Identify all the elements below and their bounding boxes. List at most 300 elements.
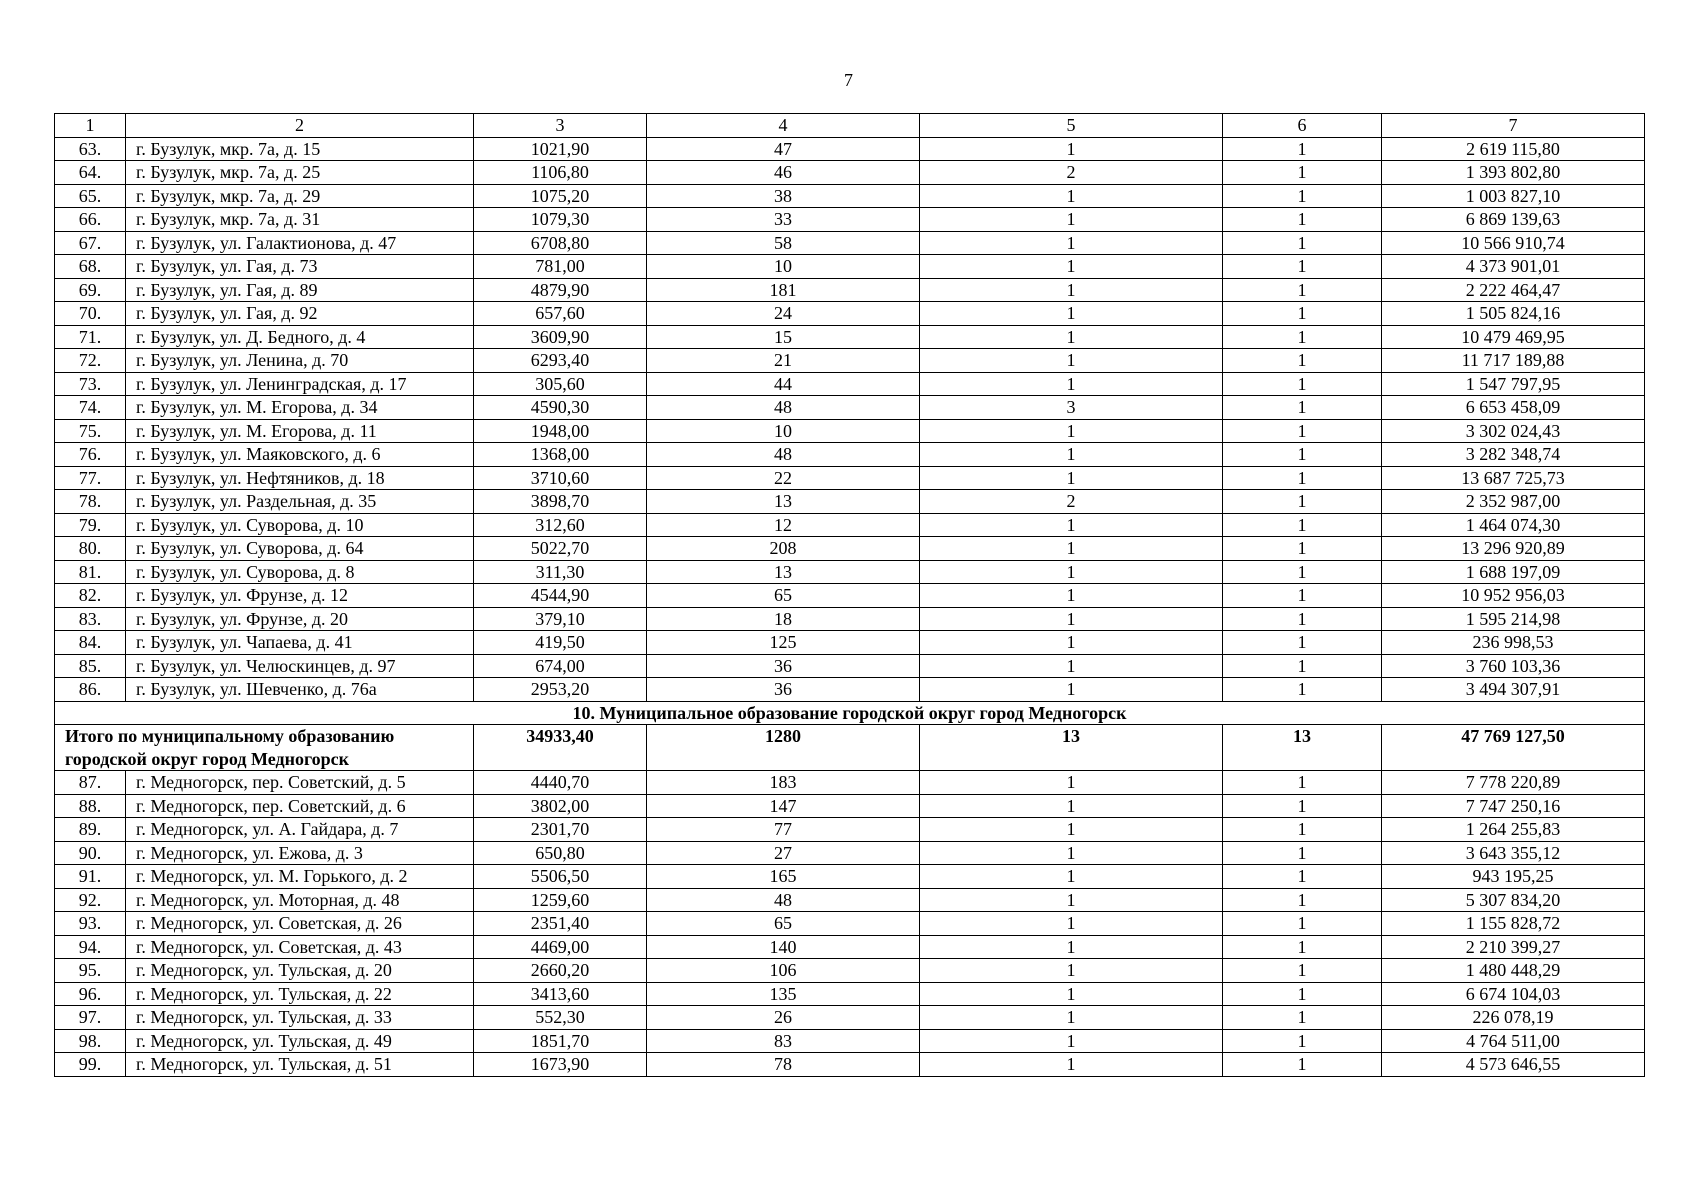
row-number: 86. xyxy=(55,678,126,702)
total-row xyxy=(55,725,1645,771)
col6-value: 1 xyxy=(1223,888,1382,912)
table-row xyxy=(55,771,1645,795)
residents: 15 xyxy=(647,325,920,349)
area: 5022,70 xyxy=(474,537,647,561)
table-row xyxy=(55,678,1645,702)
address: г. Бузулук, ул. Ленинградская, д. 17 xyxy=(126,372,474,396)
col5-value: 1 xyxy=(920,208,1223,232)
table-row xyxy=(55,794,1645,818)
col5-value: 2 xyxy=(920,161,1223,185)
table-row xyxy=(55,184,1645,208)
address: г. Медногорск, ул. Тульская, д. 33 xyxy=(126,1006,474,1030)
cost: 1 595 214,98 xyxy=(1382,607,1645,631)
col6-value: 1 xyxy=(1223,935,1382,959)
area: 3413,60 xyxy=(474,982,647,1006)
area: 305,60 xyxy=(474,372,647,396)
address: г. Медногорск, ул. Тульская, д. 20 xyxy=(126,959,474,983)
cost: 5 307 834,20 xyxy=(1382,888,1645,912)
area: 781,00 xyxy=(474,255,647,279)
table-row xyxy=(55,443,1645,467)
col5-value: 1 xyxy=(920,818,1223,842)
table-row xyxy=(55,841,1645,865)
address: г. Медногорск, ул. Советская, д. 26 xyxy=(126,912,474,936)
residents: 135 xyxy=(647,982,920,1006)
cost: 1 547 797,95 xyxy=(1382,372,1645,396)
address: г. Бузулук, ул. Фрунзе, д. 12 xyxy=(126,584,474,608)
residents: 13 xyxy=(647,560,920,584)
cost: 1 505 824,16 xyxy=(1382,302,1645,326)
cost: 10 479 469,95 xyxy=(1382,325,1645,349)
residents: 27 xyxy=(647,841,920,865)
address: г. Бузулук, ул. Гая, д. 73 xyxy=(126,255,474,279)
cost: 13 296 920,89 xyxy=(1382,537,1645,561)
col5-value: 1 xyxy=(920,959,1223,983)
cost: 6 653 458,09 xyxy=(1382,396,1645,420)
area: 3802,00 xyxy=(474,794,647,818)
residents: 36 xyxy=(647,678,920,702)
address: г. Бузулук, ул. Д. Бедного, д. 4 xyxy=(126,325,474,349)
residents: 22 xyxy=(647,466,920,490)
row-number: 64. xyxy=(55,161,126,185)
col6-value: 1 xyxy=(1223,208,1382,232)
area: 3710,60 xyxy=(474,466,647,490)
residents: 147 xyxy=(647,794,920,818)
col5-value: 1 xyxy=(920,184,1223,208)
col6-value: 1 xyxy=(1223,841,1382,865)
row-number: 66. xyxy=(55,208,126,232)
col6-value: 1 xyxy=(1223,982,1382,1006)
residents: 26 xyxy=(647,1006,920,1030)
cost: 236 998,53 xyxy=(1382,631,1645,655)
area: 311,30 xyxy=(474,560,647,584)
col6-value: 1 xyxy=(1223,912,1382,936)
area: 552,30 xyxy=(474,1006,647,1030)
address: г. Медногорск, ул. Ежова, д. 3 xyxy=(126,841,474,865)
cost: 6 674 104,03 xyxy=(1382,982,1645,1006)
table-row xyxy=(55,208,1645,232)
table-row xyxy=(55,865,1645,889)
residents: 208 xyxy=(647,537,920,561)
table-row xyxy=(55,372,1645,396)
col6-value: 1 xyxy=(1223,584,1382,608)
col6-value: 1 xyxy=(1223,372,1382,396)
row-number: 69. xyxy=(55,278,126,302)
address: г. Бузулук, мкр. 7а, д. 25 xyxy=(126,161,474,185)
registry-table xyxy=(54,113,1645,1077)
address: г. Бузулук, ул. Фрунзе, д. 20 xyxy=(126,607,474,631)
address: г. Бузулук, ул. Суворова, д. 10 xyxy=(126,513,474,537)
col6-value: 1 xyxy=(1223,302,1382,326)
table-row xyxy=(55,466,1645,490)
residents: 83 xyxy=(647,1029,920,1053)
col6-value: 1 xyxy=(1223,466,1382,490)
row-number: 83. xyxy=(55,607,126,631)
cost: 2 222 464,47 xyxy=(1382,278,1645,302)
address: г. Медногорск, ул. Тульская, д. 51 xyxy=(126,1053,474,1077)
col5-value: 1 xyxy=(920,631,1223,655)
area: 4440,70 xyxy=(474,771,647,795)
address: г. Бузулук, мкр. 7а, д. 29 xyxy=(126,184,474,208)
col6-value: 1 xyxy=(1223,959,1382,983)
row-number: 74. xyxy=(55,396,126,420)
column-number: 1 xyxy=(55,114,126,138)
area: 674,00 xyxy=(474,654,647,678)
area: 2351,40 xyxy=(474,912,647,936)
col5-value: 1 xyxy=(920,771,1223,795)
col5-value: 1 xyxy=(920,231,1223,255)
row-number: 72. xyxy=(55,349,126,373)
table-row xyxy=(55,1006,1645,1030)
residents: 21 xyxy=(647,349,920,373)
address: г. Бузулук, ул. Раздельная, д. 35 xyxy=(126,490,474,514)
col6-value: 1 xyxy=(1223,1006,1382,1030)
col6-value: 1 xyxy=(1223,419,1382,443)
address: г. Бузулук, ул. Челюскинцев, д. 97 xyxy=(126,654,474,678)
col5-value: 1 xyxy=(920,794,1223,818)
col5-value: 1 xyxy=(920,888,1223,912)
cost: 3 282 348,74 xyxy=(1382,443,1645,467)
col5-value: 1 xyxy=(920,325,1223,349)
col6-value: 1 xyxy=(1223,137,1382,161)
residents: 13 xyxy=(647,490,920,514)
residents: 12 xyxy=(647,513,920,537)
residents: 58 xyxy=(647,231,920,255)
area: 4590,30 xyxy=(474,396,647,420)
table-row xyxy=(55,137,1645,161)
col5-value: 1 xyxy=(920,372,1223,396)
cost: 226 078,19 xyxy=(1382,1006,1645,1030)
total-cost: 47 769 127,50 xyxy=(1382,725,1645,771)
table-row xyxy=(55,490,1645,514)
col5-value: 1 xyxy=(920,560,1223,584)
address: г. Медногорск, ул. М. Горького, д. 2 xyxy=(126,865,474,889)
col5-value: 1 xyxy=(920,841,1223,865)
area: 5506,50 xyxy=(474,865,647,889)
address: г. Бузулук, ул. Гая, д. 89 xyxy=(126,278,474,302)
row-number: 91. xyxy=(55,865,126,889)
col6-value: 1 xyxy=(1223,325,1382,349)
cost: 10 566 910,74 xyxy=(1382,231,1645,255)
table-row xyxy=(55,912,1645,936)
residents: 44 xyxy=(647,372,920,396)
address: г. Бузулук, ул. Ленина, д. 70 xyxy=(126,349,474,373)
cost: 2 619 115,80 xyxy=(1382,137,1645,161)
residents: 181 xyxy=(647,278,920,302)
cost: 3 494 307,91 xyxy=(1382,678,1645,702)
residents: 78 xyxy=(647,1053,920,1077)
cost: 1 688 197,09 xyxy=(1382,560,1645,584)
area: 1851,70 xyxy=(474,1029,647,1053)
row-number: 95. xyxy=(55,959,126,983)
col5-value: 1 xyxy=(920,137,1223,161)
area: 650,80 xyxy=(474,841,647,865)
col6-value: 1 xyxy=(1223,654,1382,678)
row-number: 77. xyxy=(55,466,126,490)
residents: 125 xyxy=(647,631,920,655)
table-row xyxy=(55,302,1645,326)
cost: 4 373 901,01 xyxy=(1382,255,1645,279)
col6-value: 1 xyxy=(1223,607,1382,631)
address: г. Бузулук, ул. Маяковского, д. 6 xyxy=(126,443,474,467)
col5-value: 1 xyxy=(920,935,1223,959)
col6-value: 1 xyxy=(1223,1029,1382,1053)
col5-value: 1 xyxy=(920,513,1223,537)
residents: 65 xyxy=(647,584,920,608)
table-row xyxy=(55,537,1645,561)
col6-value: 1 xyxy=(1223,865,1382,889)
column-number: 3 xyxy=(474,114,647,138)
address: г. Бузулук, мкр. 7а, д. 31 xyxy=(126,208,474,232)
column-number: 5 xyxy=(920,114,1223,138)
total-col6: 13 xyxy=(1223,725,1382,771)
col5-value: 1 xyxy=(920,302,1223,326)
total-label: Итого по муниципальному образованию городской округ город Медногорск xyxy=(55,725,474,771)
column-number: 7 xyxy=(1382,114,1645,138)
table-row xyxy=(55,419,1645,443)
column-number: 2 xyxy=(126,114,474,138)
col6-value: 1 xyxy=(1223,794,1382,818)
col5-value: 1 xyxy=(920,278,1223,302)
area: 6293,40 xyxy=(474,349,647,373)
col6-value: 1 xyxy=(1223,560,1382,584)
address: г. Медногорск, пер. Советский, д. 5 xyxy=(126,771,474,795)
col6-value: 1 xyxy=(1223,771,1382,795)
row-number: 98. xyxy=(55,1029,126,1053)
residents: 18 xyxy=(647,607,920,631)
col5-value: 1 xyxy=(920,537,1223,561)
row-number: 78. xyxy=(55,490,126,514)
residents: 183 xyxy=(647,771,920,795)
table-row xyxy=(55,560,1645,584)
address: г. Медногорск, ул. Советская, д. 43 xyxy=(126,935,474,959)
col5-value: 1 xyxy=(920,865,1223,889)
total-residents: 1280 xyxy=(647,725,920,771)
total-col5: 13 xyxy=(920,725,1223,771)
row-number: 71. xyxy=(55,325,126,349)
address: г. Бузулук, мкр. 7а, д. 15 xyxy=(126,137,474,161)
address: г. Бузулук, ул. Шевченко, д. 76а xyxy=(126,678,474,702)
row-number: 68. xyxy=(55,255,126,279)
col6-value: 1 xyxy=(1223,631,1382,655)
residents: 38 xyxy=(647,184,920,208)
residents: 140 xyxy=(647,935,920,959)
col5-value: 1 xyxy=(920,1006,1223,1030)
row-number: 84. xyxy=(55,631,126,655)
area: 419,50 xyxy=(474,631,647,655)
area: 1673,90 xyxy=(474,1053,647,1077)
col5-value: 1 xyxy=(920,419,1223,443)
address: г. Медногорск, ул. Тульская, д. 49 xyxy=(126,1029,474,1053)
area: 1075,20 xyxy=(474,184,647,208)
residents: 10 xyxy=(647,419,920,443)
address: г. Бузулук, ул. М. Егорова, д. 11 xyxy=(126,419,474,443)
column-number: 4 xyxy=(647,114,920,138)
col5-value: 1 xyxy=(920,912,1223,936)
col6-value: 1 xyxy=(1223,396,1382,420)
row-number: 63. xyxy=(55,137,126,161)
table-row xyxy=(55,818,1645,842)
cost: 1 480 448,29 xyxy=(1382,959,1645,983)
col6-value: 1 xyxy=(1223,513,1382,537)
cost: 6 869 139,63 xyxy=(1382,208,1645,232)
table-row xyxy=(55,161,1645,185)
row-number: 99. xyxy=(55,1053,126,1077)
row-number: 88. xyxy=(55,794,126,818)
row-number: 94. xyxy=(55,935,126,959)
page-number: 7 xyxy=(844,70,853,90)
residents: 47 xyxy=(647,137,920,161)
address: г. Медногорск, ул. Тульская, д. 22 xyxy=(126,982,474,1006)
col5-value: 1 xyxy=(920,349,1223,373)
cost: 7 778 220,89 xyxy=(1382,771,1645,795)
cost: 1 155 828,72 xyxy=(1382,912,1645,936)
cost: 1 003 827,10 xyxy=(1382,184,1645,208)
cost: 3 643 355,12 xyxy=(1382,841,1645,865)
col5-value: 1 xyxy=(920,584,1223,608)
address: г. Бузулук, ул. Галактионова, д. 47 xyxy=(126,231,474,255)
col6-value: 1 xyxy=(1223,349,1382,373)
table-row xyxy=(55,349,1645,373)
cost: 7 747 250,16 xyxy=(1382,794,1645,818)
residents: 48 xyxy=(647,888,920,912)
row-number: 82. xyxy=(55,584,126,608)
area: 6708,80 xyxy=(474,231,647,255)
cost: 2 352 987,00 xyxy=(1382,490,1645,514)
col6-value: 1 xyxy=(1223,161,1382,185)
residents: 48 xyxy=(647,443,920,467)
row-number: 67. xyxy=(55,231,126,255)
area: 3898,70 xyxy=(474,490,647,514)
col5-value: 3 xyxy=(920,396,1223,420)
cost: 11 717 189,88 xyxy=(1382,349,1645,373)
col5-value: 1 xyxy=(920,607,1223,631)
col5-value: 1 xyxy=(920,1053,1223,1077)
col6-value: 1 xyxy=(1223,490,1382,514)
col6-value: 1 xyxy=(1223,443,1382,467)
col6-value: 1 xyxy=(1223,255,1382,279)
area: 1079,30 xyxy=(474,208,647,232)
col5-value: 1 xyxy=(920,982,1223,1006)
table-row xyxy=(55,325,1645,349)
row-number: 89. xyxy=(55,818,126,842)
table-row xyxy=(55,888,1645,912)
cost: 13 687 725,73 xyxy=(1382,466,1645,490)
residents: 165 xyxy=(647,865,920,889)
col6-value: 1 xyxy=(1223,184,1382,208)
residents: 10 xyxy=(647,255,920,279)
area: 2660,20 xyxy=(474,959,647,983)
row-number: 75. xyxy=(55,419,126,443)
table-row xyxy=(55,1029,1645,1053)
address: г. Бузулук, ул. Чапаева, д. 41 xyxy=(126,631,474,655)
area: 1948,00 xyxy=(474,419,647,443)
row-number: 76. xyxy=(55,443,126,467)
area: 2301,70 xyxy=(474,818,647,842)
col6-value: 1 xyxy=(1223,231,1382,255)
area: 1368,00 xyxy=(474,443,647,467)
table-row xyxy=(55,654,1645,678)
col5-value: 1 xyxy=(920,466,1223,490)
address: г. Бузулук, ул. М. Егорова, д. 34 xyxy=(126,396,474,420)
table-row xyxy=(55,631,1645,655)
table-row xyxy=(55,231,1645,255)
row-number: 96. xyxy=(55,982,126,1006)
row-number: 80. xyxy=(55,537,126,561)
table-row xyxy=(55,935,1645,959)
cost: 4 573 646,55 xyxy=(1382,1053,1645,1077)
cost: 1 464 074,30 xyxy=(1382,513,1645,537)
table-row xyxy=(55,584,1645,608)
residents: 48 xyxy=(647,396,920,420)
area: 1259,60 xyxy=(474,888,647,912)
table-row xyxy=(55,255,1645,279)
total-area: 34933,40 xyxy=(474,725,647,771)
area: 1106,80 xyxy=(474,161,647,185)
residents: 106 xyxy=(647,959,920,983)
cost: 1 264 255,83 xyxy=(1382,818,1645,842)
col6-value: 1 xyxy=(1223,537,1382,561)
address: г. Медногорск, ул. А. Гайдара, д. 7 xyxy=(126,818,474,842)
col5-value: 1 xyxy=(920,443,1223,467)
cost: 1 393 802,80 xyxy=(1382,161,1645,185)
row-number: 65. xyxy=(55,184,126,208)
area: 3609,90 xyxy=(474,325,647,349)
col6-value: 1 xyxy=(1223,278,1382,302)
residents: 36 xyxy=(647,654,920,678)
residents: 24 xyxy=(647,302,920,326)
cost: 943 195,25 xyxy=(1382,865,1645,889)
address: г. Медногорск, пер. Советский, д. 6 xyxy=(126,794,474,818)
area: 4879,90 xyxy=(474,278,647,302)
area: 657,60 xyxy=(474,302,647,326)
column-number: 6 xyxy=(1223,114,1382,138)
table-row xyxy=(55,982,1645,1006)
col6-value: 1 xyxy=(1223,678,1382,702)
cost: 4 764 511,00 xyxy=(1382,1029,1645,1053)
address: г. Бузулук, ул. Суворова, д. 8 xyxy=(126,560,474,584)
area: 4544,90 xyxy=(474,584,647,608)
col6-value: 1 xyxy=(1223,818,1382,842)
residents: 33 xyxy=(647,208,920,232)
row-number: 90. xyxy=(55,841,126,865)
area: 2953,20 xyxy=(474,678,647,702)
row-number: 97. xyxy=(55,1006,126,1030)
address: г. Бузулук, ул. Гая, д. 92 xyxy=(126,302,474,326)
col5-value: 2 xyxy=(920,490,1223,514)
col5-value: 1 xyxy=(920,654,1223,678)
row-number: 79. xyxy=(55,513,126,537)
section-heading-row xyxy=(55,701,1645,725)
area: 4469,00 xyxy=(474,935,647,959)
col5-value: 1 xyxy=(920,1029,1223,1053)
cost: 10 952 956,03 xyxy=(1382,584,1645,608)
column-number-row xyxy=(55,114,1645,138)
area: 312,60 xyxy=(474,513,647,537)
row-number: 81. xyxy=(55,560,126,584)
address: г. Бузулук, ул. Нефтяников, д. 18 xyxy=(126,466,474,490)
row-number: 87. xyxy=(55,771,126,795)
cost: 3 302 024,43 xyxy=(1382,419,1645,443)
col5-value: 1 xyxy=(920,678,1223,702)
residents: 46 xyxy=(647,161,920,185)
cost: 2 210 399,27 xyxy=(1382,935,1645,959)
residents: 65 xyxy=(647,912,920,936)
col5-value: 1 xyxy=(920,255,1223,279)
col6-value: 1 xyxy=(1223,1053,1382,1077)
address: г. Медногорск, ул. Моторная, д. 48 xyxy=(126,888,474,912)
row-number: 92. xyxy=(55,888,126,912)
section-title: 10. Муниципальное образование городской округ город Медногорск xyxy=(55,701,1645,725)
